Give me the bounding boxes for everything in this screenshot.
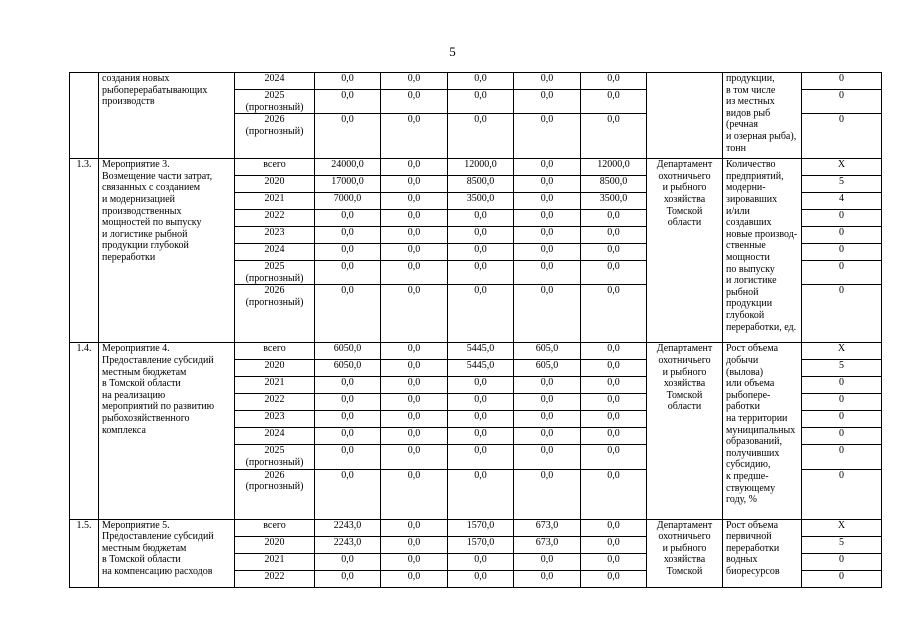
funding-value-5: 0,0	[581, 570, 647, 587]
funding-value-2: 0,0	[381, 210, 448, 227]
year-cell: 2021	[235, 553, 315, 570]
measure-name: Мероприятие 5. Предоставление субсидий местным бюджетам в Томской области на компенсацию расходов	[99, 519, 235, 587]
indicator-value: 0	[802, 570, 882, 587]
funding-value-1: 0,0	[315, 411, 381, 428]
funding-value-3: 0,0	[448, 553, 514, 570]
table-row	[70, 519, 882, 536]
year-cell: 2020	[235, 176, 315, 193]
measure-number: 1.3.	[70, 159, 99, 343]
funding-value-4: 0,0	[514, 411, 581, 428]
funding-value-2: 0,0	[381, 411, 448, 428]
table-row	[70, 159, 882, 176]
funding-value-2: 0,0	[381, 519, 448, 536]
funding-value-3: 0,0	[448, 114, 514, 159]
measure-name: Мероприятие 4. Предоставление субсидий местным бюджетам в Томской области на реализацию мероприятий по развитию рыбохозяйственного комплекса	[99, 343, 235, 519]
indicator-value: 0	[802, 377, 882, 394]
program-measures-table	[69, 72, 882, 588]
funding-value-3: 0,0	[448, 445, 514, 469]
funding-value-2: 0,0	[381, 445, 448, 469]
year-cell: 2021	[235, 377, 315, 394]
funding-value-4: 673,0	[514, 536, 581, 553]
funding-value-1: 6050,0	[315, 360, 381, 377]
responsible-department	[647, 73, 723, 159]
funding-value-2: 0,0	[381, 343, 448, 360]
funding-value-4: 0,0	[514, 90, 581, 114]
funding-value-1: 0,0	[315, 227, 381, 244]
funding-value-5: 12000,0	[581, 159, 647, 176]
funding-value-5: 0,0	[581, 210, 647, 227]
indicator-value: 0	[802, 261, 882, 285]
funding-value-4: 673,0	[514, 519, 581, 536]
funding-value-2: 0,0	[381, 536, 448, 553]
funding-value-3: 0,0	[448, 90, 514, 114]
funding-value-1: 0,0	[315, 445, 381, 469]
funding-value-4: 0,0	[514, 285, 581, 343]
year-cell: 2026 (прогнозный)	[235, 114, 315, 159]
funding-value-4: 0,0	[514, 428, 581, 445]
funding-value-2: 0,0	[381, 570, 448, 587]
funding-value-5: 0,0	[581, 343, 647, 360]
funding-value-4: 0,0	[514, 394, 581, 411]
funding-value-2: 0,0	[381, 90, 448, 114]
funding-value-5: 0,0	[581, 536, 647, 553]
funding-value-2: 0,0	[381, 285, 448, 343]
funding-value-1: 0,0	[315, 285, 381, 343]
funding-value-1: 0,0	[315, 553, 381, 570]
table-row	[70, 73, 882, 90]
funding-value-2: 0,0	[381, 261, 448, 285]
year-cell: 2026 (прогнозный)	[235, 285, 315, 343]
funding-value-5: 0,0	[581, 90, 647, 114]
indicator-value: 0	[802, 227, 882, 244]
indicator-value: 5	[802, 176, 882, 193]
funding-value-5: 0,0	[581, 360, 647, 377]
year-cell: 2025 (прогнозный)	[235, 90, 315, 114]
funding-value-4: 0,0	[514, 261, 581, 285]
funding-value-2: 0,0	[381, 360, 448, 377]
indicator-value: X	[802, 519, 882, 536]
funding-value-5: 0,0	[581, 227, 647, 244]
funding-value-4: 0,0	[514, 176, 581, 193]
funding-value-5: 0,0	[581, 519, 647, 536]
funding-value-3: 0,0	[448, 377, 514, 394]
funding-value-1: 24000,0	[315, 159, 381, 176]
year-cell: 2021	[235, 193, 315, 210]
funding-value-1: 2243,0	[315, 536, 381, 553]
year-cell: 2022	[235, 394, 315, 411]
funding-value-5: 0,0	[581, 394, 647, 411]
indicator-value: 0	[802, 285, 882, 343]
funding-value-1: 0,0	[315, 394, 381, 411]
page-number: 5	[449, 44, 456, 59]
year-cell: всего	[235, 343, 315, 360]
indicator-value: 0	[802, 90, 882, 114]
year-cell: 2024	[235, 244, 315, 261]
measure-name: Мероприятие 3. Возмещение части затрат, связанных с созданием и модернизацией производственных мощностей по выпуску и логистике рыбной продукции глубокой переработки	[99, 159, 235, 343]
funding-value-1: 0,0	[315, 90, 381, 114]
indicator-value: 5	[802, 536, 882, 553]
funding-value-3: 0,0	[448, 428, 514, 445]
funding-value-5: 3500,0	[581, 193, 647, 210]
funding-value-5: 0,0	[581, 445, 647, 469]
funding-value-1: 17000,0	[315, 176, 381, 193]
funding-value-4: 0,0	[514, 244, 581, 261]
measure-number	[70, 73, 99, 159]
indicator-value: 5	[802, 360, 882, 377]
funding-value-1: 0,0	[315, 570, 381, 587]
measure-number: 1.4.	[70, 343, 99, 519]
funding-value-2: 0,0	[381, 227, 448, 244]
indicator-value: 0	[802, 73, 882, 90]
funding-value-2: 0,0	[381, 159, 448, 176]
funding-value-2: 0,0	[381, 428, 448, 445]
funding-value-2: 0,0	[381, 553, 448, 570]
funding-value-4: 0,0	[514, 159, 581, 176]
indicator-name: Рост объема добычи (вылова) или объема рыбопере- работки на территории муниципальных образований, получивших субсидию, к предше- ствующему году, %	[723, 343, 802, 519]
funding-value-2: 0,0	[381, 377, 448, 394]
funding-value-4: 605,0	[514, 360, 581, 377]
year-cell: всего	[235, 519, 315, 536]
responsible-department: Департамент охотничьего и рыбного хозяйства Томской области	[647, 159, 723, 343]
funding-value-4: 0,0	[514, 114, 581, 159]
table-row	[70, 343, 882, 360]
year-cell: 2025 (прогнозный)	[235, 445, 315, 469]
funding-value-4: 0,0	[514, 73, 581, 90]
funding-value-2: 0,0	[381, 469, 448, 519]
funding-value-5: 0,0	[581, 244, 647, 261]
indicator-value: 0	[802, 244, 882, 261]
funding-value-3: 0,0	[448, 394, 514, 411]
year-cell: 2025 (прогнозный)	[235, 261, 315, 285]
year-cell: всего	[235, 159, 315, 176]
funding-value-1: 7000,0	[315, 193, 381, 210]
indicator-value: 0	[802, 428, 882, 445]
indicator-value: 0	[802, 411, 882, 428]
funding-value-1: 0,0	[315, 210, 381, 227]
year-cell: 2020	[235, 360, 315, 377]
indicator-name: Количество предприятий, модерни- зировавших и/или создавших новые производ- ственные мощности по выпуску и логистике рыбной продукции глубокой переработки, ед.	[723, 159, 802, 343]
measure-name: создания новых рыбоперерабатывающих производств	[99, 73, 235, 159]
year-cell: 2023	[235, 227, 315, 244]
indicator-value: X	[802, 343, 882, 360]
funding-value-5: 0,0	[581, 553, 647, 570]
funding-value-1: 0,0	[315, 114, 381, 159]
indicator-value: 0	[802, 114, 882, 159]
funding-value-2: 0,0	[381, 244, 448, 261]
funding-value-5: 0,0	[581, 114, 647, 159]
funding-value-1: 0,0	[315, 261, 381, 285]
indicator-value: 0	[802, 394, 882, 411]
funding-value-3: 0,0	[448, 244, 514, 261]
indicator-value: 0	[802, 469, 882, 519]
year-cell: 2026 (прогнозный)	[235, 469, 315, 519]
indicator-name: продукции, в том числе из местных видов рыб (речная и озерная рыба), тонн	[723, 73, 802, 159]
measure-number: 1.5.	[70, 519, 99, 587]
funding-value-4: 0,0	[514, 469, 581, 519]
indicator-value: 0	[802, 210, 882, 227]
year-cell: 2022	[235, 210, 315, 227]
indicator-name: Рост объема первичной переработки водных биоресурсов	[723, 519, 802, 587]
funding-value-3: 0,0	[448, 570, 514, 587]
funding-value-2: 0,0	[381, 114, 448, 159]
funding-value-5: 0,0	[581, 411, 647, 428]
indicator-value: 0	[802, 553, 882, 570]
indicator-value: X	[802, 159, 882, 176]
indicator-value: 4	[802, 193, 882, 210]
funding-value-3: 0,0	[448, 285, 514, 343]
funding-value-3: 1570,0	[448, 536, 514, 553]
funding-value-3: 0,0	[448, 469, 514, 519]
funding-value-4: 0,0	[514, 553, 581, 570]
funding-value-4: 605,0	[514, 343, 581, 360]
funding-value-1: 0,0	[315, 469, 381, 519]
funding-value-4: 0,0	[514, 210, 581, 227]
year-cell: 2022	[235, 570, 315, 587]
funding-value-1: 2243,0	[315, 519, 381, 536]
funding-value-5: 0,0	[581, 469, 647, 519]
funding-value-1: 0,0	[315, 377, 381, 394]
funding-value-1: 0,0	[315, 428, 381, 445]
funding-value-3: 8500,0	[448, 176, 514, 193]
year-cell: 2024	[235, 73, 315, 90]
funding-value-5: 0,0	[581, 73, 647, 90]
funding-value-3: 0,0	[448, 73, 514, 90]
funding-value-3: 5445,0	[448, 360, 514, 377]
indicator-value: 0	[802, 445, 882, 469]
funding-value-2: 0,0	[381, 193, 448, 210]
funding-value-5: 0,0	[581, 428, 647, 445]
funding-value-5: 0,0	[581, 261, 647, 285]
funding-value-4: 0,0	[514, 193, 581, 210]
funding-value-4: 0,0	[514, 445, 581, 469]
funding-value-3: 5445,0	[448, 343, 514, 360]
funding-value-5: 0,0	[581, 377, 647, 394]
funding-value-3: 12000,0	[448, 159, 514, 176]
responsible-department: Департамент охотничьего и рыбного хозяйства Томской	[647, 519, 723, 587]
funding-value-4: 0,0	[514, 377, 581, 394]
funding-value-3: 0,0	[448, 227, 514, 244]
funding-value-1: 0,0	[315, 244, 381, 261]
funding-value-3: 3500,0	[448, 193, 514, 210]
funding-value-3: 0,0	[448, 411, 514, 428]
funding-value-4: 0,0	[514, 227, 581, 244]
funding-value-1: 6050,0	[315, 343, 381, 360]
responsible-department: Департамент охотничьего и рыбного хозяйства Томской области	[647, 343, 723, 519]
year-cell: 2023	[235, 411, 315, 428]
funding-value-1: 0,0	[315, 73, 381, 90]
funding-value-3: 0,0	[448, 210, 514, 227]
funding-value-5: 0,0	[581, 285, 647, 343]
funding-value-3: 1570,0	[448, 519, 514, 536]
year-cell: 2024	[235, 428, 315, 445]
funding-value-5: 8500,0	[581, 176, 647, 193]
funding-value-2: 0,0	[381, 73, 448, 90]
funding-value-3: 0,0	[448, 261, 514, 285]
funding-value-2: 0,0	[381, 176, 448, 193]
funding-value-2: 0,0	[381, 394, 448, 411]
funding-value-4: 0,0	[514, 570, 581, 587]
year-cell: 2020	[235, 536, 315, 553]
